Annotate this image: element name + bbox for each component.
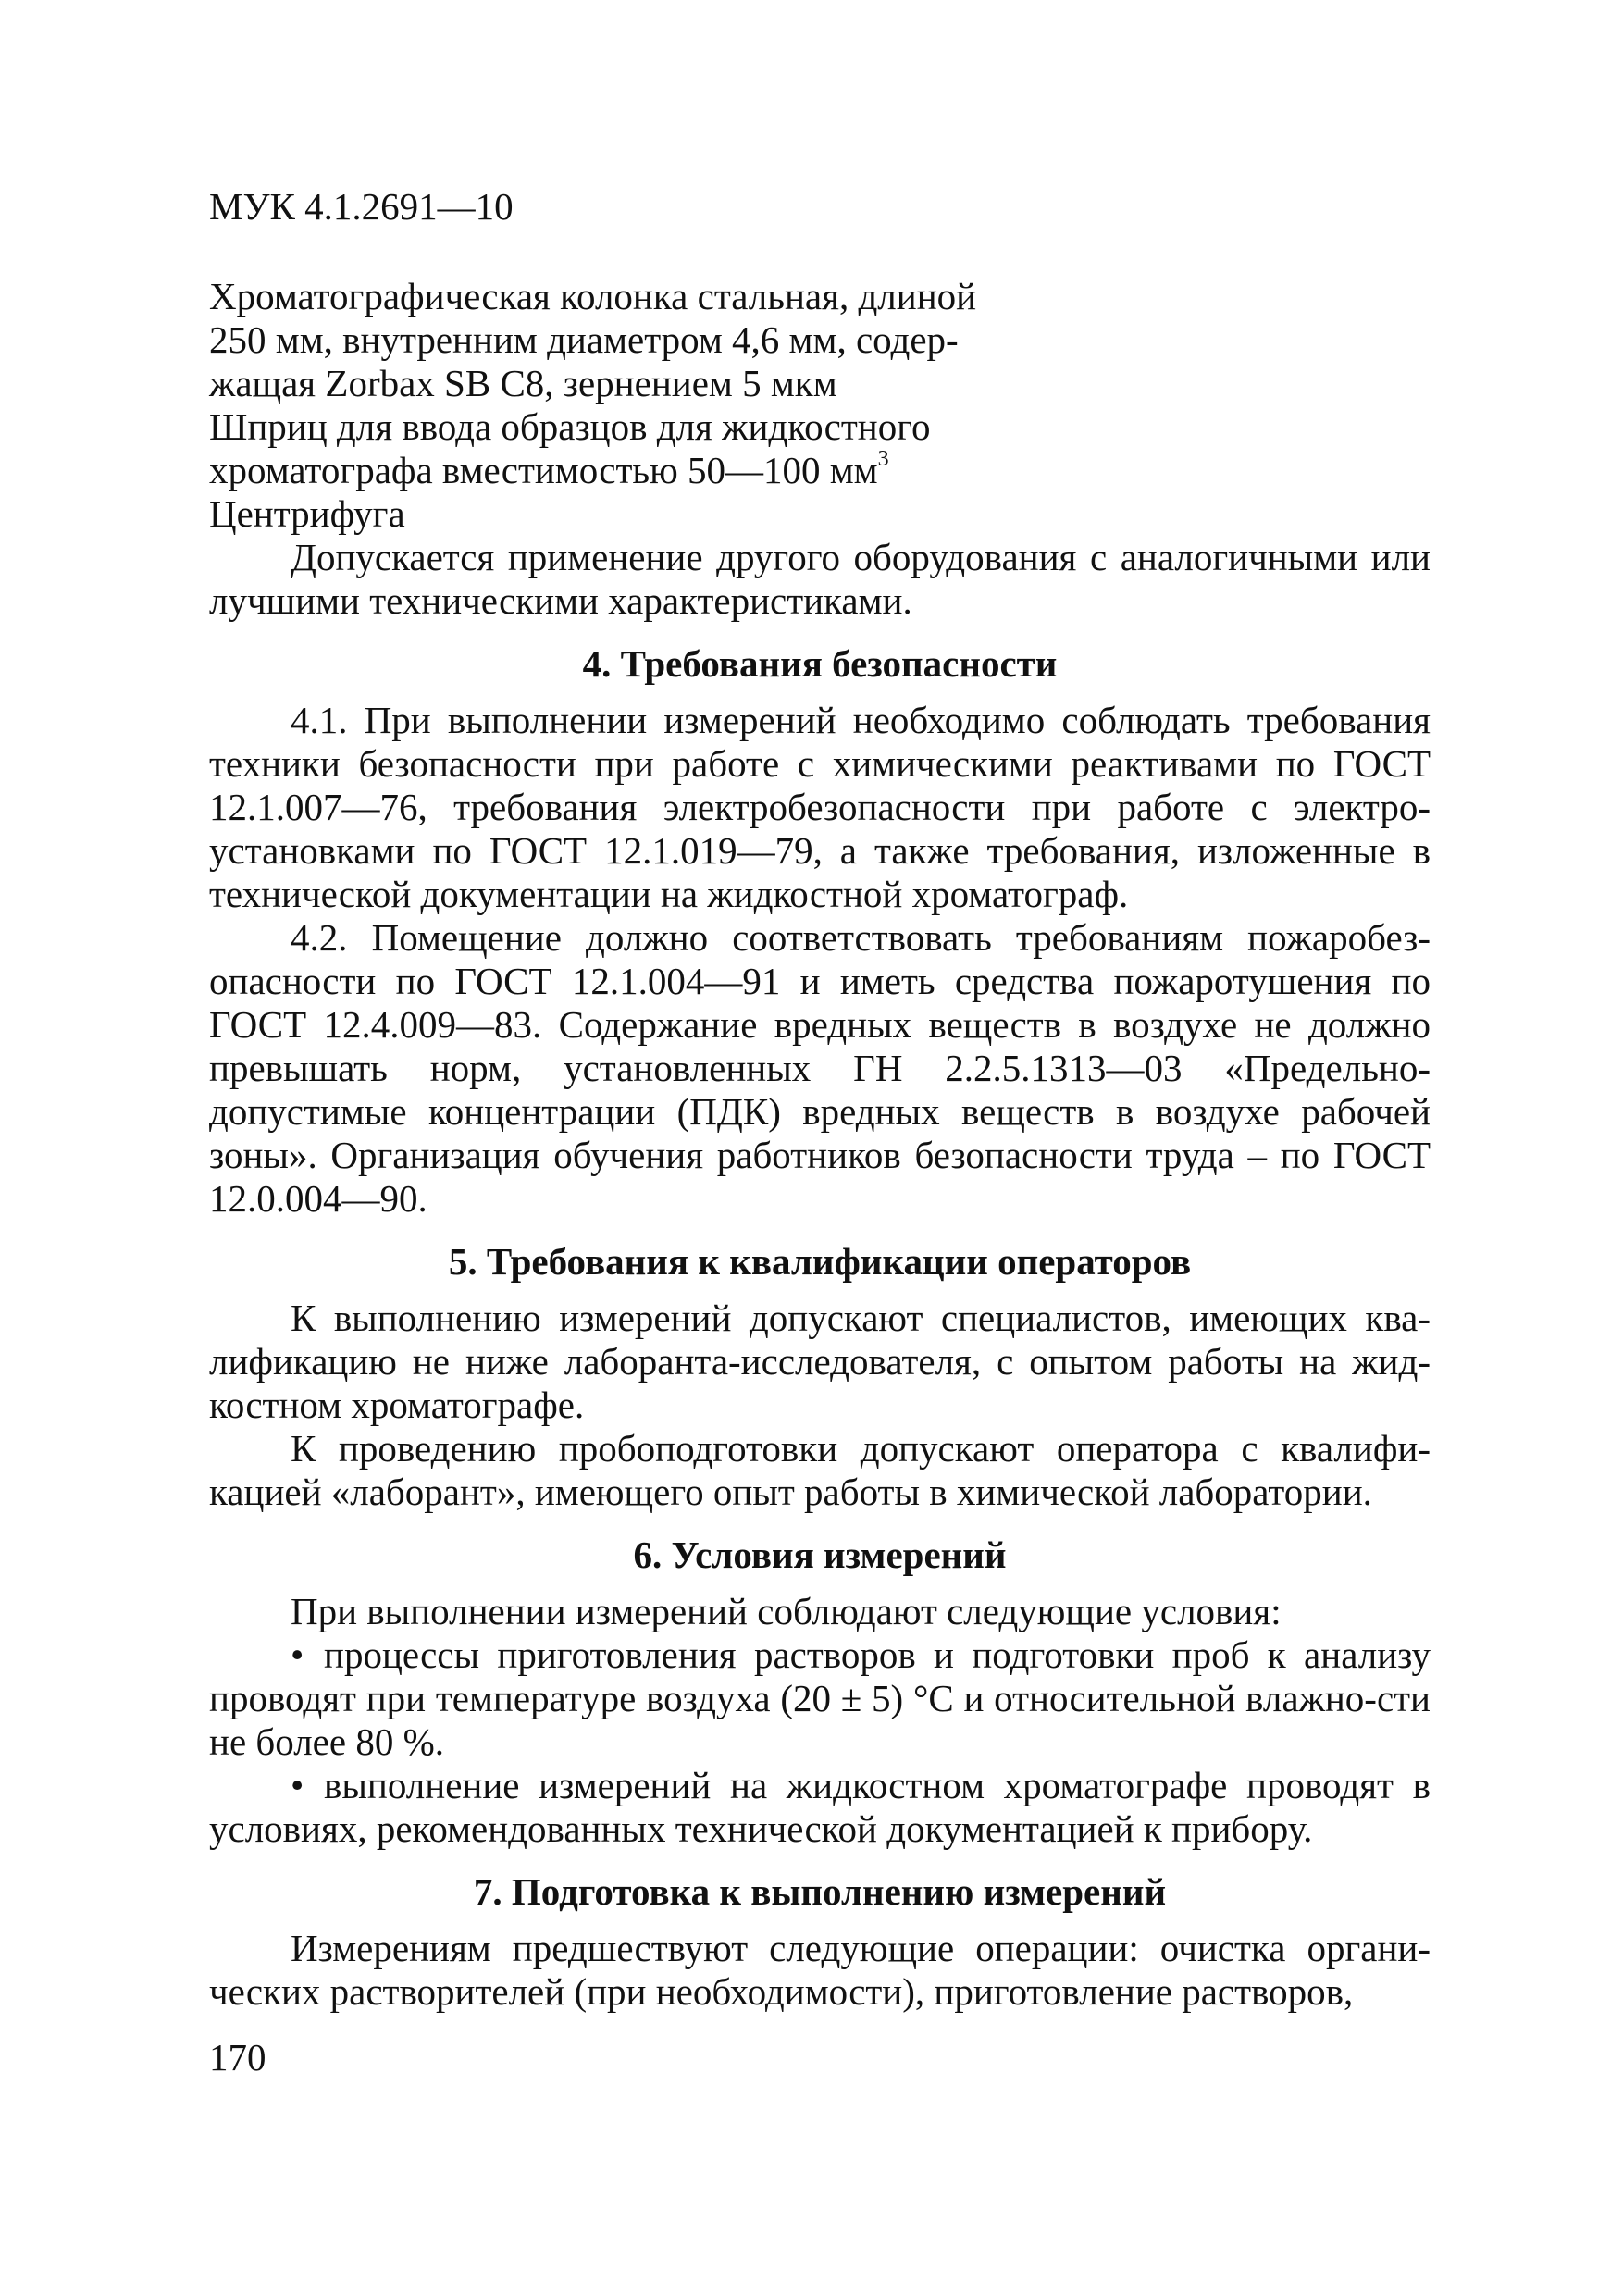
section-7-paragraph-1: Измерениям предшествуют следующие операции: очистка органи-ческих растворителей (при необходимости), приготовление растворов, (209, 1927, 1431, 2013)
document-code: МУК 4.1.2691—10 (209, 185, 514, 228)
section-5-heading: 5. Требования к квалификации операторов (448, 1240, 1192, 1283)
bullet-icon: • (291, 1633, 304, 1676)
section-4-paragraph-1: 4.1. При выполнении измерений необходимо соблюдать требования техники безопасности при работе с химическими реактивами по ГОСТ 12.1.007—76, требования электробезопасности при работе с электро-установками по ГОСТ 12.1.019—79, а также требования, изложенные в технической документации на жидкостной хроматограф. (209, 699, 1431, 915)
section-4-paragraph-2: 4.2. Помещение должно соответствовать требованиям пожаробез-опасности по ГОСТ 12.1.004—91 и иметь средства пожаротушения по ГОСТ 12.4.009—83. Содержание вредных веществ в воздухе не должно превышать норм, установленных ГН 2.2.5.1313—03 «Предельно-допустимые концентрации (ПДК) вредных веществ в воздухе рабочей зоны». Организация обучения работников безопасности труда – по ГОСТ 12.0.004—90. (209, 916, 1431, 1220)
section-4-heading: 4. Требования безопасности (582, 642, 1058, 685)
syringe-line-1: Шприц для ввода образцов для жидкостного (209, 405, 931, 448)
section-5-paragraph-2: К проведению пробоподготовки допускают оператора с квалифи-кацией «лаборант», имеющего опыт работы в химической лаборатории. (209, 1427, 1431, 1513)
page-number: 170 (209, 2036, 266, 2079)
section-6-bullet-1 (209, 1633, 1431, 1764)
section-7-heading: 7. Подготовка к выполнению измерений (473, 1870, 1167, 1913)
bullet-icon: • (291, 1764, 304, 1806)
equipment-note: Допускается применение другого оборудования с аналогичными или лучшими техническими характеристиками. (209, 536, 1431, 622)
section-5-paragraph-1: К выполнению измерений допускают специалистов, имеющих ква-лификацию не ниже лаборанта-исследователя, с опытом работы на жид-костном хроматографе. (209, 1297, 1431, 1426)
centrifuge-line: Центрифуга (209, 492, 405, 535)
column-line-3: жащая Zorbax SB C8, зернением 5 мкм (209, 362, 837, 404)
section-6-bullet-2-text: выполнение измерений на жидкостном хроматографе проводят в условиях, рекомендованных технической документацией к прибору. (209, 1764, 1431, 1850)
section-6-heading: 6. Условия измерений (633, 1533, 1007, 1576)
column-line-1: Хроматографическая колонка стальная, длиной (209, 275, 977, 317)
section-6-bullet-1-text: процессы приготовления растворов и подготовки проб к анализу проводят при температуре воздуха (20 ± 5) °С и относительной влажно-сти не более 80 %. (209, 1633, 1431, 1763)
section-6-intro: При выполнении измерений соблюдают следующие условия: (291, 1590, 1282, 1632)
cubic-superscript: 3 (877, 447, 889, 472)
syringe-line-2-text: хроматографа вместимостью 50—100 мм (209, 449, 878, 491)
section-6-bullet-2 (209, 1764, 1431, 1851)
column-line-2: 250 мм, внутренним диаметром 4,6 мм, содер- (209, 318, 959, 361)
equipment-list (209, 275, 1431, 536)
document-page (209, 185, 1431, 2014)
syringe-line-2 (209, 449, 1431, 492)
